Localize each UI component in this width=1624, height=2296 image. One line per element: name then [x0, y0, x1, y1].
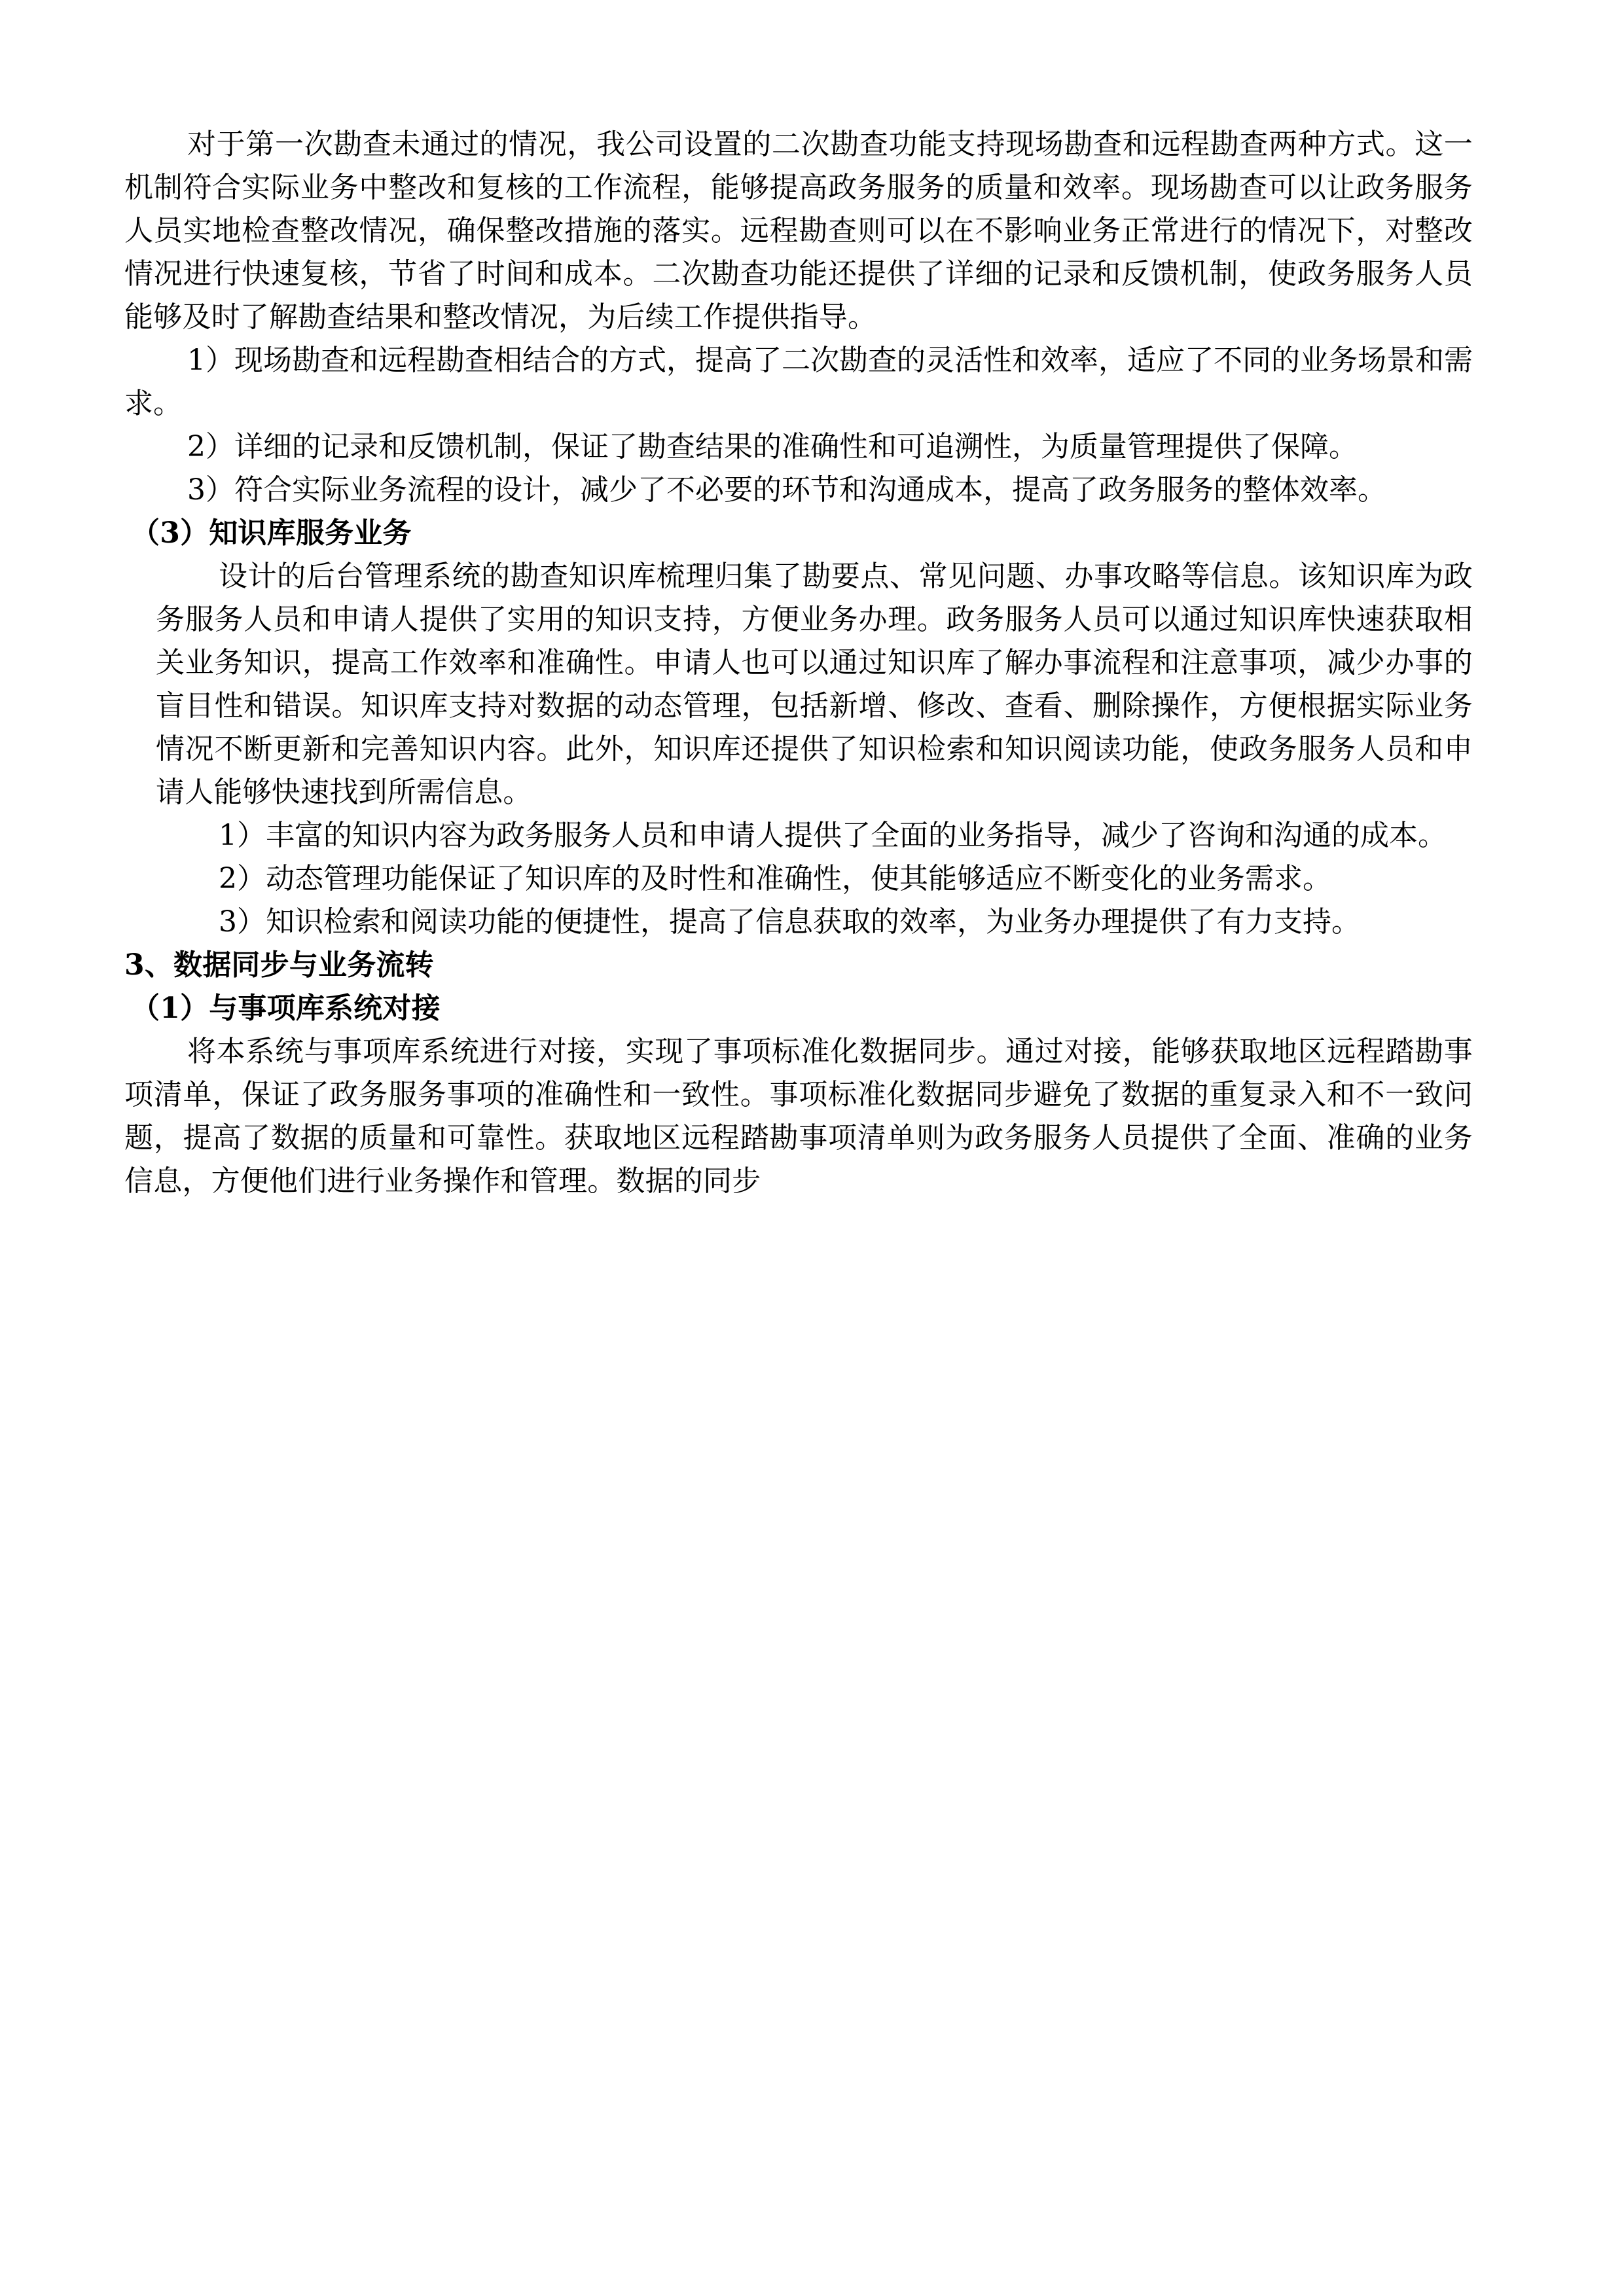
list-item-knowledge-base-2: 2）动态管理功能保证了知识库的及时性和准确性，使其能够适应不断变化的业务需求。: [219, 862, 1331, 895]
paragraph-knowledge-base: 设计的后台管理系统的勘查知识库梳理归集了勘要点、常见问题、办事攻略等信息。该知识库为政务服务人员和申请人提供了实用的知识支持，方便业务办理。政务服务人员可以通过知识库快速获取相关业务知识，提高工作效率和准确性。申请人也可以通过知识库了解办事流程和注意事项，减少办事的盲目性和错误。知识库支持对数据的动态管理，包括新增、修改、查看、删除操作，方便根据实际业务情况不断更新和完善知识内容。此外，知识库还提供了知识检索和知识阅读功能，使政务服务人员和申请人能够快速找到所需信息。: [156, 560, 1473, 809]
list-item-second-survey-2: 2）详细的记录和反馈机制，保证了勘查结果的准确性和可追溯性，为质量管理提供了保障。: [187, 430, 1358, 463]
heading-data-sync-and-business-flow: 3、数据同步与业务流转: [124, 948, 434, 982]
heading-knowledge-base-service: （3）知识库服务业务: [131, 516, 412, 550]
paragraph-matter-library: 将本系统与事项库系统进行对接，实现了事项标准化数据同步。通过对接，能够获取地区远程踏勘事项清单，保证了政务服务事项的准确性和一致性。事项标准化数据同步避免了数据的重复录入和不一致问题，提高了数据的质量和可靠性。获取地区远程踏勘事项清单则为政务服务人员提供了全面、准确的业务信息，方便他们进行业务操作和管理。数据的同步: [124, 1035, 1473, 1198]
list-item-knowledge-base-1: 1）丰富的知识内容为政务服务人员和申请人提供了全面的业务指导，减少了咨询和沟通的成本。: [219, 819, 1447, 852]
list-item-second-survey-3: 3）符合实际业务流程的设计，减少了不必要的环节和沟通成本，提高了政务服务的整体效率。: [187, 473, 1386, 507]
knowledge-base-section: [156, 555, 1473, 944]
paragraph-second-survey: 对于第一次勘查未通过的情况，我公司设置的二次勘查功能支持现场勘查和远程勘查两种方式。这一机制符合实际业务中整改和复核的工作流程，能够提高政务服务的质量和效率。现场勘查可以让政务服务人员实地检查整改情况，确保整改措施的落实。远程勘查则可以在不影响业务正常进行的情况下，对整改情况进行快速复核，节省了时间和成本。二次勘查功能还提供了详细的记录和反馈机制，使政务服务人员能够及时了解勘查结果和整改情况，为后续工作提供指导。: [124, 128, 1473, 334]
list-item-knowledge-base-3: 3）知识检索和阅读功能的便捷性，提高了信息获取的效率，为业务办理提供了有力支持。: [219, 905, 1360, 939]
list-item-second-survey-1: 1）现场勘查和远程勘查相结合的方式，提高了二次勘查的灵活性和效率，适应了不同的业务场景和需求。: [124, 344, 1473, 420]
page-content: [124, 123, 1473, 1203]
heading-matter-library-integration: （1）与事项库系统对接: [131, 992, 441, 1025]
